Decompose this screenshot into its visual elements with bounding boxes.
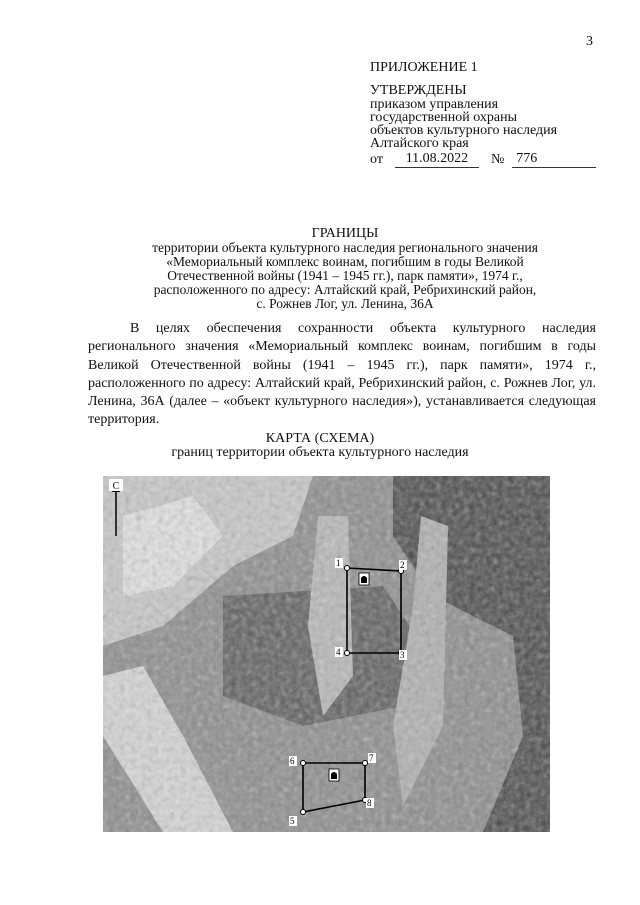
document-title (80, 227, 610, 311)
appendix-heading: ПРИЛОЖЕНИЕ 1 (370, 60, 478, 75)
page-number: 3 (586, 34, 593, 49)
title-line: расположенного по адресу: Алтайский край, Ребрихинский район, (153, 282, 537, 297)
map-subtitle: границ территории объекта культурного наследия (171, 445, 469, 460)
body-paragraph: В целях обеспечения сохранности объекта культурного наследия регионального значения «Мемориальный комплекс воинам, погибшим в годы Великой Отечественной войны (1941 – 1945 гг.), парк памяти», 1974 г., расположенного по адресу: Алтайский край, Ребрихинский район, с. Рожнев Лог, ул. Ленина, 36А (далее – «объект культурного наследия»), устанавливается следующая территория. (88, 321, 596, 428)
vertex-label: 3 (400, 650, 405, 660)
approval-line: приказом управления (370, 97, 499, 112)
map-scheme (103, 476, 550, 832)
aerial-map-image (103, 476, 550, 832)
north-label: С (112, 481, 120, 492)
vertex-label: 7 (369, 753, 374, 763)
approval-line: объектов культурного наследия (370, 123, 558, 138)
vertex-label: 1 (336, 558, 341, 568)
vertex-label: 5 (290, 816, 295, 826)
monument-icon (359, 573, 369, 585)
number-label: № (490, 152, 505, 167)
map-title-block (0, 432, 640, 460)
title-line: Отечественной войны (1941 – 1945 гг.), парк памяти», 1974 г., (167, 268, 523, 283)
from-label: от (370, 152, 383, 167)
order-date: 11.08.2022 (395, 151, 479, 168)
approval-line: Алтайского края (370, 136, 469, 151)
approval-heading: УТВЕРЖДЕНЫ (370, 83, 467, 98)
vertex-label: 2 (400, 560, 405, 570)
vertex-label: 6 (290, 756, 295, 766)
vertex-label: 4 (336, 647, 341, 657)
monument-icon (329, 769, 339, 781)
title-heading: ГРАНИЦЫ (311, 226, 379, 241)
order-date-number (370, 151, 596, 168)
map-title: КАРТА (СХЕМА) (265, 431, 375, 446)
title-line: с. Рожнев Лог, ул. Ленина, 36А (256, 296, 434, 311)
approval-line: государственной охраны (370, 110, 518, 125)
vertex-label: 8 (367, 798, 372, 808)
order-number: 776 (512, 151, 596, 168)
title-line: территории объекта культурного наследия регионального значения (152, 240, 538, 255)
approval-block (370, 84, 557, 150)
title-line: «Мемориальный комплекс воинам, погибшим в годы Великой (166, 254, 524, 269)
